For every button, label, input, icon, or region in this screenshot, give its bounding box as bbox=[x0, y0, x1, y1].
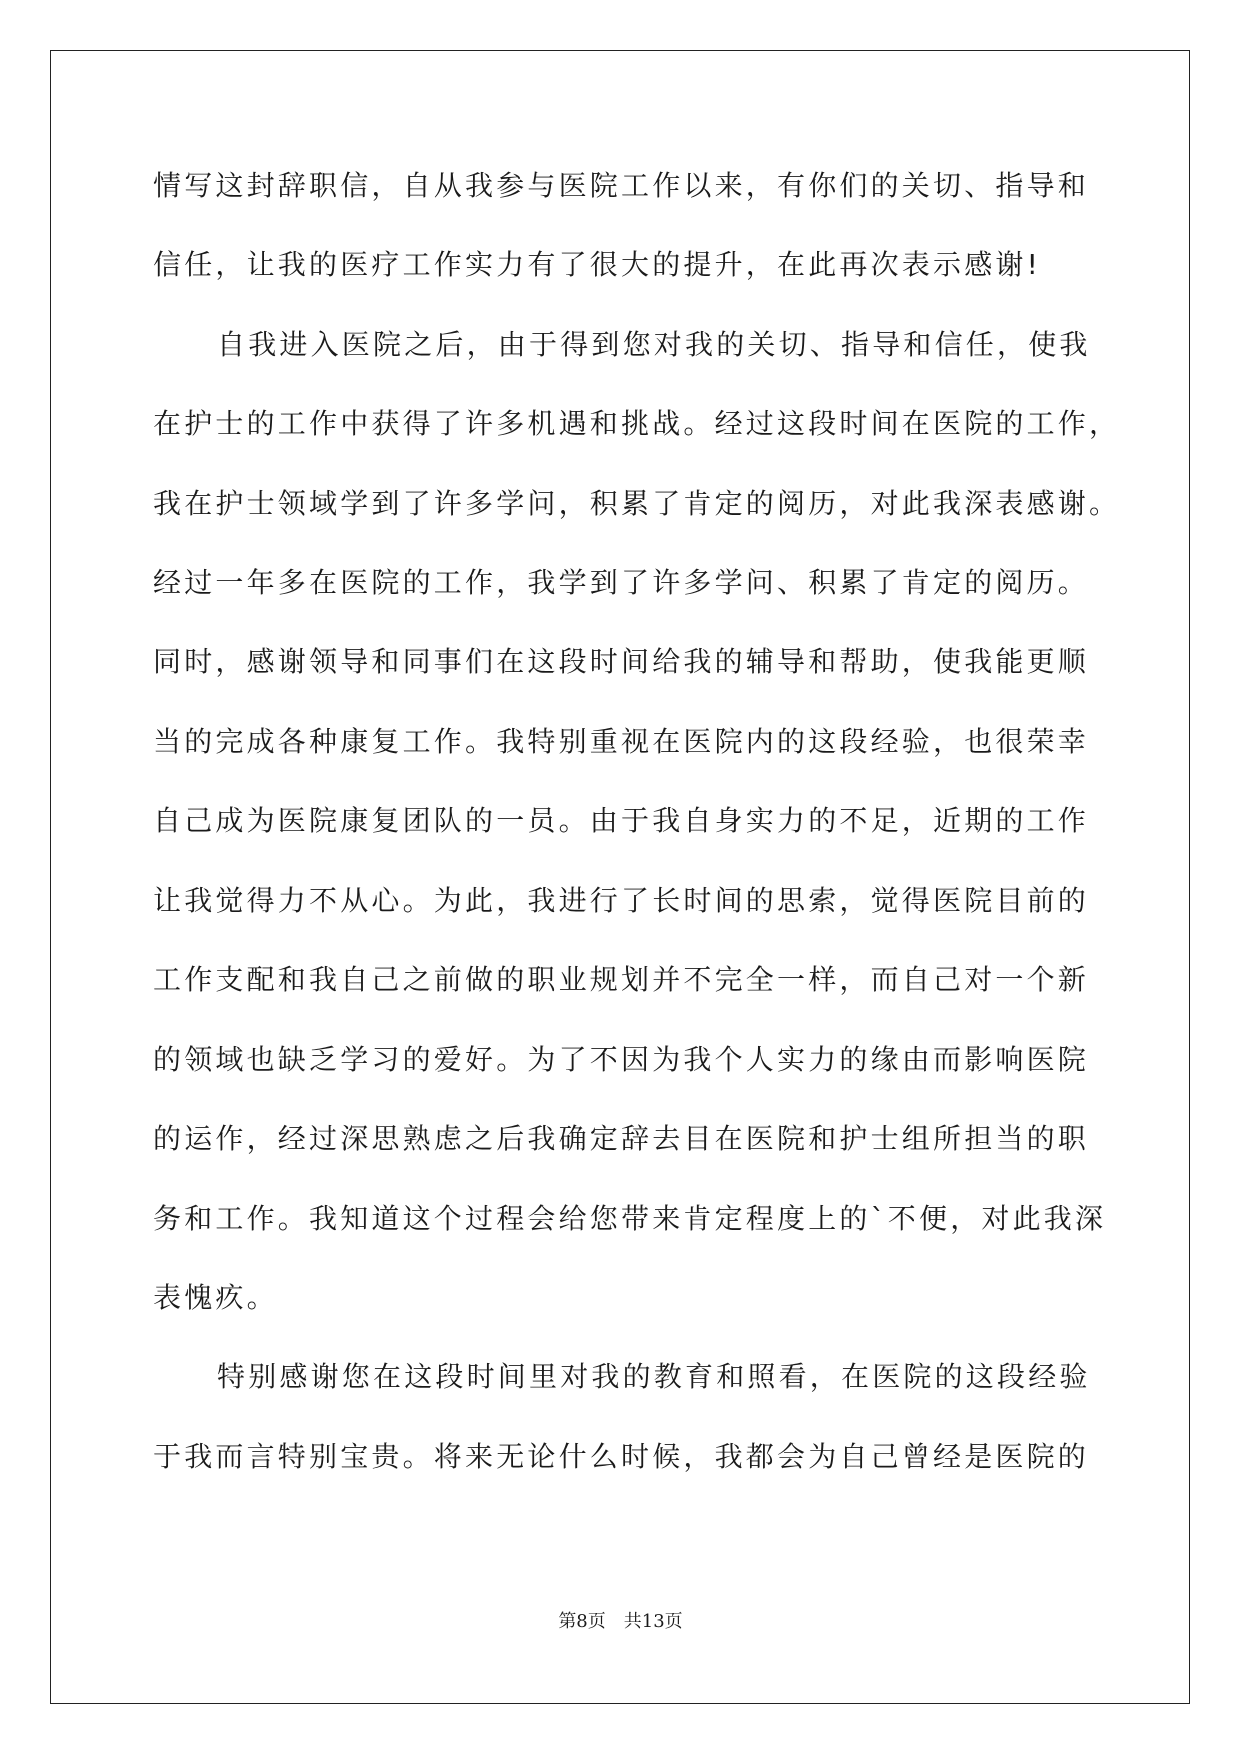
body-line-7: 同时，感谢领导和同事们在这段时间给我的辅导和帮助，使我能更顺 bbox=[153, 645, 1090, 678]
body-line-16: 特别感谢您在这段时间里对我的教育和照看，在医院的这段经验 bbox=[217, 1360, 1091, 1393]
page-number: 第8页 bbox=[558, 1611, 606, 1632]
body-line-3: 自我进入医院之后，由于得到您对我的关切、指导和信任，使我 bbox=[217, 328, 1091, 361]
body-line-10: 让我觉得力不从心。为此，我进行了长时间的思索，觉得医院目前的 bbox=[153, 884, 1090, 917]
body-line-12: 的领域也缺乏学习的爱好。为了不因为我个人实力的缘由而影响医院 bbox=[153, 1043, 1090, 1076]
body-line-4: 在护士的工作中获得了许多机遇和挑战。经过这段时间在医院的工作， bbox=[153, 407, 1121, 440]
page-footer bbox=[0, 1607, 1241, 1633]
body-line-15: 表愧疚。 bbox=[153, 1281, 278, 1314]
body-line-6: 经过一年多在医院的工作，我学到了许多学问、积累了肯定的阅历。 bbox=[153, 566, 1090, 599]
body-line-13: 的运作，经过深思熟虑之后我确定辞去目在医院和护士组所担当的职 bbox=[153, 1122, 1090, 1155]
body-line-1: 情写这封辞职信，自从我参与医院工作以来，有你们的关切、指导和 bbox=[153, 169, 1090, 202]
body-line-5: 我在护士领域学到了许多学问，积累了肯定的阅历，对此我深表感谢。 bbox=[153, 487, 1121, 520]
body-line-14: 务和工作。我知道这个过程会给您带来肯定程度上的`不便，对此我深 bbox=[153, 1202, 1107, 1235]
body-line-17: 于我而言特别宝贵。将来无论什么时候，我都会为自己曾经是医院的 bbox=[153, 1440, 1090, 1473]
body-line-9: 自己成为医院康复团队的一员。由于我自身实力的不足，近期的工作 bbox=[153, 804, 1090, 837]
body-line-8: 当的完成各种康复工作。我特别重视在医院内的这段经验，也很荣幸 bbox=[153, 725, 1090, 758]
body-line-2: 信任，让我的医疗工作实力有了很大的提升，在此再次表示感谢! bbox=[153, 248, 1042, 281]
body-line-11: 工作支配和我自己之前做的职业规划并不完全一样，而自己对一个新 bbox=[153, 963, 1090, 996]
page-total: 共13页 bbox=[623, 1611, 683, 1632]
